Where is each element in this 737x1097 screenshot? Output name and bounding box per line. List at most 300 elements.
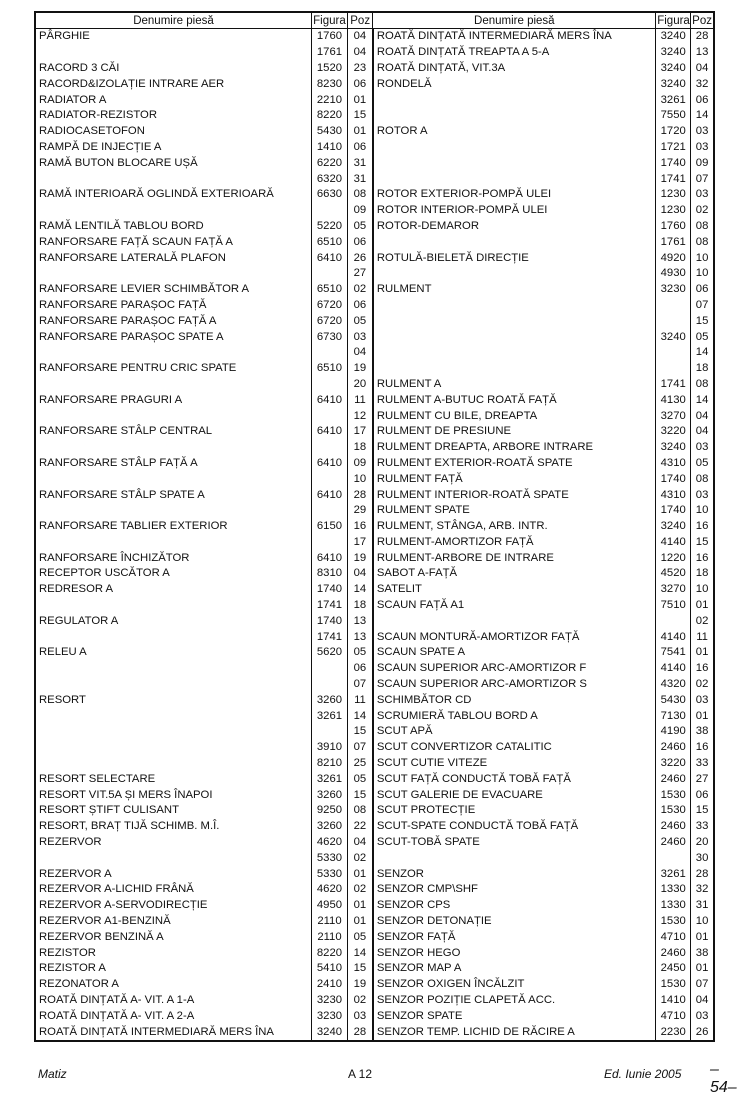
figure-left: 2410 — [311, 977, 347, 993]
figure-right: 3220 — [656, 756, 691, 772]
figure-left: 6410 — [311, 550, 347, 566]
position-left: 04 — [347, 29, 372, 45]
part-name-left: PÂRGHIE — [35, 29, 311, 45]
position-right: 10 — [691, 266, 714, 282]
part-name-left — [35, 535, 311, 551]
figure-left: 9250 — [311, 803, 347, 819]
part-name-left: REZERVOR — [35, 835, 311, 851]
table-row — [35, 582, 714, 598]
figure-right: 4190 — [656, 724, 691, 740]
part-name-right: SCAUN SUPERIOR ARC-AMORTIZOR F — [373, 661, 656, 677]
position-left: 26 — [347, 250, 372, 266]
part-name-left: RESORT VIT.5A ȘI MERS ÎNAPOI — [35, 787, 311, 803]
figure-right: 5430 — [656, 692, 691, 708]
parts-index-sheet — [34, 11, 715, 1042]
table-row — [35, 187, 714, 203]
figure-left: 3230 — [311, 993, 347, 1009]
table-row — [35, 740, 714, 756]
part-name-right: RULMENT-AMORTIZOR FAȚĂ — [373, 535, 656, 551]
part-name-left: RANFORSARE PARAȘOC SPATE A — [35, 329, 311, 345]
part-name-left: RADIATOR A — [35, 92, 311, 108]
position-right: 28 — [691, 866, 714, 882]
figure-left — [311, 440, 347, 456]
position-left: 11 — [347, 692, 372, 708]
figure-left: 3261 — [311, 771, 347, 787]
position-right: 38 — [691, 945, 714, 961]
position-right: 04 — [691, 408, 714, 424]
table-row — [35, 1024, 714, 1041]
figure-left: 6410 — [311, 487, 347, 503]
part-name-left: RANFORSARE STÂLP SPATE A — [35, 487, 311, 503]
figure-right: 1530 — [656, 914, 691, 930]
part-name-left — [35, 677, 311, 693]
table-row — [35, 140, 714, 156]
position-right: 05 — [691, 329, 714, 345]
table-row — [35, 313, 714, 329]
position-left: 15 — [347, 961, 372, 977]
part-name-left: REGULATOR A — [35, 613, 311, 629]
footer-model: Matiz — [38, 1067, 67, 1081]
part-name-right — [373, 313, 656, 329]
position-right: 18 — [691, 566, 714, 582]
part-name-right: SATELIT — [373, 582, 656, 598]
figure-left — [311, 503, 347, 519]
header-name-left: Denumire piesă — [35, 12, 311, 29]
figure-right — [656, 298, 691, 314]
table-row — [35, 866, 714, 882]
part-name-right: RULMENT SPATE — [373, 503, 656, 519]
position-right: 04 — [691, 993, 714, 1009]
figure-left: 6150 — [311, 519, 347, 535]
position-right: 28 — [691, 29, 714, 45]
part-name-right: ROTULĂ-BIELETĂ DIRECȚIE — [373, 250, 656, 266]
position-left: 28 — [347, 1024, 372, 1041]
figure-left: 5620 — [311, 645, 347, 661]
position-left: 17 — [347, 535, 372, 551]
table-row — [35, 377, 714, 393]
position-right: 02 — [691, 613, 714, 629]
part-name-right: SCUT APĂ — [373, 724, 656, 740]
figure-left — [311, 203, 347, 219]
position-left: 09 — [347, 203, 372, 219]
position-right: 02 — [691, 677, 714, 693]
figure-right: 3220 — [656, 424, 691, 440]
part-name-left: ROATĂ DINȚATĂ A- VIT. A 2-A — [35, 1008, 311, 1024]
figure-left: 3910 — [311, 740, 347, 756]
figure-left — [311, 377, 347, 393]
part-name-right — [373, 155, 656, 171]
figure-right: 3240 — [656, 440, 691, 456]
figure-right: 3240 — [656, 61, 691, 77]
part-name-right: SENZOR FAȚĂ — [373, 929, 656, 945]
part-name-left: REZERVOR BENZINĂ A — [35, 929, 311, 945]
position-left: 11 — [347, 392, 372, 408]
header-position-right: Poz — [691, 12, 714, 29]
position-left: 29 — [347, 503, 372, 519]
position-left: 08 — [347, 803, 372, 819]
table-row — [35, 598, 714, 614]
figure-right: 3240 — [656, 29, 691, 45]
figure-right: 4310 — [656, 456, 691, 472]
figure-right: 1741 — [656, 377, 691, 393]
figure-right: 1330 — [656, 898, 691, 914]
position-left: 01 — [347, 866, 372, 882]
part-name-left: RESORT SELECTARE — [35, 771, 311, 787]
part-name-left — [35, 708, 311, 724]
figure-left: 8210 — [311, 756, 347, 772]
position-right: 01 — [691, 708, 714, 724]
part-name-right: SCUT PROTECȚIE — [373, 803, 656, 819]
figure-right: 4140 — [656, 661, 691, 677]
position-left: 01 — [347, 92, 372, 108]
part-name-left — [35, 408, 311, 424]
figure-right: 2230 — [656, 1024, 691, 1041]
figure-left — [311, 408, 347, 424]
figure-right: 7510 — [656, 598, 691, 614]
figure-right: 1720 — [656, 124, 691, 140]
part-name-left: RESORT, BRAȚ TIJĂ SCHIMB. M.Î. — [35, 819, 311, 835]
table-row — [35, 550, 714, 566]
figure-left: 1761 — [311, 45, 347, 61]
part-name-right: RULMENT-ARBORE DE INTRARE — [373, 550, 656, 566]
position-left: 02 — [347, 850, 372, 866]
figure-left: 3260 — [311, 819, 347, 835]
part-name-right: RULMENT INTERIOR-ROATĂ SPATE — [373, 487, 656, 503]
position-left: 05 — [347, 313, 372, 329]
figure-left: 6510 — [311, 234, 347, 250]
figure-right: 7550 — [656, 108, 691, 124]
position-right: 07 — [691, 171, 714, 187]
handwritten-page-mark: –54– — [710, 1061, 737, 1096]
table-row — [35, 613, 714, 629]
position-right: 01 — [691, 598, 714, 614]
part-name-right — [373, 92, 656, 108]
table-row — [35, 456, 714, 472]
table-row — [35, 487, 714, 503]
position-right: 33 — [691, 756, 714, 772]
table-row — [35, 503, 714, 519]
part-name-right: SCUT FAȚĂ CONDUCTĂ TOBĂ FAȚĂ — [373, 771, 656, 787]
table-row — [35, 898, 714, 914]
part-name-right: RONDELĂ — [373, 76, 656, 92]
position-right: 01 — [691, 961, 714, 977]
part-name-left — [35, 724, 311, 740]
table-row — [35, 266, 714, 282]
position-right: 16 — [691, 740, 714, 756]
table-row — [35, 345, 714, 361]
part-name-right — [373, 234, 656, 250]
part-name-left — [35, 740, 311, 756]
table-row — [35, 929, 714, 945]
figure-left — [311, 266, 347, 282]
part-name-right — [373, 613, 656, 629]
part-name-left — [35, 440, 311, 456]
position-left: 15 — [347, 787, 372, 803]
position-left: 14 — [347, 582, 372, 598]
position-right: 03 — [691, 140, 714, 156]
position-left: 10 — [347, 471, 372, 487]
part-name-right: SENZOR CMP\SHF — [373, 882, 656, 898]
figure-left: 5410 — [311, 961, 347, 977]
part-name-right: RULMENT EXTERIOR-ROATĂ SPATE — [373, 456, 656, 472]
figure-left: 1741 — [311, 598, 347, 614]
position-right: 06 — [691, 282, 714, 298]
table-row — [35, 724, 714, 740]
figure-right: 1410 — [656, 993, 691, 1009]
table-row — [35, 977, 714, 993]
figure-left: 1741 — [311, 629, 347, 645]
part-name-left — [35, 756, 311, 772]
position-left: 15 — [347, 108, 372, 124]
table-row — [35, 282, 714, 298]
position-right: 01 — [691, 929, 714, 945]
position-left: 01 — [347, 914, 372, 930]
part-name-left: REDRESOR A — [35, 582, 311, 598]
table-body — [35, 29, 714, 1042]
figure-right: 3261 — [656, 866, 691, 882]
part-name-left: ROATĂ DINȚATĂ INTERMEDIARĂ MERS ÎNA — [35, 1024, 311, 1041]
figure-right: 1721 — [656, 140, 691, 156]
table-row — [35, 155, 714, 171]
part-name-left: RAMĂ INTERIOARĂ OGLINDĂ EXTERIOARĂ — [35, 187, 311, 203]
position-left: 14 — [347, 945, 372, 961]
part-name-right: ROATĂ DINȚATĂ INTERMEDIARĂ MERS ÎNA — [373, 29, 656, 45]
figure-left — [311, 661, 347, 677]
figure-left: 1760 — [311, 29, 347, 45]
figure-right: 2460 — [656, 819, 691, 835]
position-left: 22 — [347, 819, 372, 835]
figure-right: 3240 — [656, 329, 691, 345]
part-name-left: RANFORSARE STÂLP CENTRAL — [35, 424, 311, 440]
position-right: 08 — [691, 471, 714, 487]
table-row — [35, 771, 714, 787]
part-name-left: RESORT ȘTIFT CULISANT — [35, 803, 311, 819]
table-row — [35, 29, 714, 45]
position-left: 02 — [347, 993, 372, 1009]
part-name-right: RULMENT — [373, 282, 656, 298]
position-left: 03 — [347, 329, 372, 345]
part-name-right: SCUT CUTIE VITEZE — [373, 756, 656, 772]
position-right: 13 — [691, 45, 714, 61]
part-name-left: RACORD 3 CĂI — [35, 61, 311, 77]
table-row — [35, 440, 714, 456]
position-left: 06 — [347, 298, 372, 314]
position-left: 05 — [347, 771, 372, 787]
position-right: 27 — [691, 771, 714, 787]
table-row — [35, 993, 714, 1009]
position-right: 06 — [691, 787, 714, 803]
figure-right: 1741 — [656, 171, 691, 187]
figure-left: 8310 — [311, 566, 347, 582]
position-left: 04 — [347, 566, 372, 582]
figure-left: 4950 — [311, 898, 347, 914]
part-name-right — [373, 361, 656, 377]
part-name-left: RANFORSARE PRAGURI A — [35, 392, 311, 408]
part-name-left: RANFORSARE PARAȘOC FAȚĂ — [35, 298, 311, 314]
position-right: 33 — [691, 819, 714, 835]
position-right: 08 — [691, 234, 714, 250]
position-right: 10 — [691, 250, 714, 266]
position-right: 31 — [691, 898, 714, 914]
position-left: 02 — [347, 882, 372, 898]
part-name-left — [35, 471, 311, 487]
part-name-left: RANFORSARE TABLIER EXTERIOR — [35, 519, 311, 535]
part-name-right: SCUT-SPATE CONDUCTĂ TOBĂ FAȚĂ — [373, 819, 656, 835]
figure-right: 4930 — [656, 266, 691, 282]
part-name-right: SENZOR MAP A — [373, 961, 656, 977]
figure-right: 1220 — [656, 550, 691, 566]
position-left: 06 — [347, 234, 372, 250]
figure-left: 6720 — [311, 298, 347, 314]
position-right: 20 — [691, 835, 714, 851]
part-name-right: SCUT-TOBĂ SPATE — [373, 835, 656, 851]
header-position-left: Poz — [347, 12, 372, 29]
table-row — [35, 708, 714, 724]
figure-left: 6510 — [311, 361, 347, 377]
position-right: 09 — [691, 155, 714, 171]
table-row — [35, 203, 714, 219]
part-name-right: ROTOR INTERIOR-POMPĂ ULEI — [373, 203, 656, 219]
position-right: 32 — [691, 882, 714, 898]
table-row — [35, 361, 714, 377]
part-name-right: SENZOR POZIȚIE CLAPETĂ ACC. — [373, 993, 656, 1009]
position-left: 13 — [347, 613, 372, 629]
position-left: 05 — [347, 219, 372, 235]
part-name-left — [35, 45, 311, 61]
position-left: 16 — [347, 519, 372, 535]
figure-left — [311, 345, 347, 361]
table-row — [35, 645, 714, 661]
position-right: 11 — [691, 629, 714, 645]
position-right: 16 — [691, 550, 714, 566]
figure-right: 1530 — [656, 803, 691, 819]
part-name-right: SCUT GALERIE DE EVACUARE — [373, 787, 656, 803]
part-name-right — [373, 345, 656, 361]
position-right: 05 — [691, 456, 714, 472]
figure-right: 4140 — [656, 629, 691, 645]
part-name-left — [35, 661, 311, 677]
figure-left: 5330 — [311, 850, 347, 866]
part-name-right: SENZOR TEMP. LICHID DE RĂCIRE A — [373, 1024, 656, 1041]
position-left: 18 — [347, 598, 372, 614]
position-right: 15 — [691, 803, 714, 819]
position-right: 18 — [691, 361, 714, 377]
figure-left: 1740 — [311, 613, 347, 629]
position-right: 32 — [691, 76, 714, 92]
position-right: 10 — [691, 503, 714, 519]
header-name-right: Denumire piesă — [373, 12, 656, 29]
table-row — [35, 835, 714, 851]
position-left: 19 — [347, 550, 372, 566]
position-left: 01 — [347, 898, 372, 914]
part-name-right: SCAUN MONTURĂ-AMORTIZOR FAȚĂ — [373, 629, 656, 645]
table-row — [35, 76, 714, 92]
figure-right — [656, 850, 691, 866]
part-name-left: ROATĂ DINȚATĂ A- VIT. A 1-A — [35, 993, 311, 1009]
figure-right: 3240 — [656, 519, 691, 535]
figure-right: 2460 — [656, 945, 691, 961]
figure-right — [656, 613, 691, 629]
part-name-left: RESORT — [35, 692, 311, 708]
position-left: 06 — [347, 661, 372, 677]
table-header-row — [35, 12, 714, 29]
table-row — [35, 677, 714, 693]
position-right: 04 — [691, 424, 714, 440]
table-row — [35, 45, 714, 61]
table-row — [35, 471, 714, 487]
position-right: 30 — [691, 850, 714, 866]
position-right: 07 — [691, 298, 714, 314]
figure-left: 3230 — [311, 1008, 347, 1024]
part-name-right: SCUT CONVERTIZOR CATALITIC — [373, 740, 656, 756]
figure-right: 7541 — [656, 645, 691, 661]
part-name-left: RANFORSARE STÂLP FAȚĂ A — [35, 456, 311, 472]
position-left: 05 — [347, 645, 372, 661]
position-left: 02 — [347, 282, 372, 298]
figure-right: 2460 — [656, 771, 691, 787]
figure-right: 7130 — [656, 708, 691, 724]
figure-left: 3240 — [311, 1024, 347, 1041]
table-row — [35, 392, 714, 408]
table-row — [35, 92, 714, 108]
figure-right: 2450 — [656, 961, 691, 977]
position-right: 38 — [691, 724, 714, 740]
figure-right: 1761 — [656, 234, 691, 250]
position-right: 03 — [691, 1008, 714, 1024]
figure-right: 3240 — [656, 76, 691, 92]
position-right: 10 — [691, 582, 714, 598]
figure-right: 3270 — [656, 582, 691, 598]
footer-edition: Ed. Iunie 2005 — [604, 1067, 682, 1081]
part-name-right: SCHIMBĂTOR CD — [373, 692, 656, 708]
position-left: 01 — [347, 124, 372, 140]
part-name-left — [35, 171, 311, 187]
part-name-right — [373, 850, 656, 866]
figure-left — [311, 724, 347, 740]
position-left: 31 — [347, 155, 372, 171]
position-left: 14 — [347, 708, 372, 724]
figure-left: 8230 — [311, 76, 347, 92]
part-name-left: RECEPTOR USCĂTOR A — [35, 566, 311, 582]
figure-left: 6720 — [311, 313, 347, 329]
figure-left: 6410 — [311, 456, 347, 472]
part-name-left — [35, 203, 311, 219]
figure-left: 5330 — [311, 866, 347, 882]
figure-right: 1230 — [656, 187, 691, 203]
figure-right — [656, 313, 691, 329]
table-row — [35, 124, 714, 140]
table-row — [35, 850, 714, 866]
header-figure-right: Figura — [656, 12, 691, 29]
position-right: 10 — [691, 914, 714, 930]
part-name-left — [35, 629, 311, 645]
part-name-left — [35, 503, 311, 519]
position-right: 03 — [691, 692, 714, 708]
position-left: 18 — [347, 440, 372, 456]
position-right: 14 — [691, 392, 714, 408]
position-right: 03 — [691, 187, 714, 203]
footer-page-number: A 12 — [348, 1067, 373, 1081]
position-left: 31 — [347, 171, 372, 187]
position-left: 27 — [347, 266, 372, 282]
position-left: 23 — [347, 61, 372, 77]
part-name-right: SENZOR SPATE — [373, 1008, 656, 1024]
table-row — [35, 250, 714, 266]
position-right: 14 — [691, 108, 714, 124]
position-right: 08 — [691, 377, 714, 393]
header-figure-left: Figura — [311, 12, 347, 29]
figure-left — [311, 677, 347, 693]
